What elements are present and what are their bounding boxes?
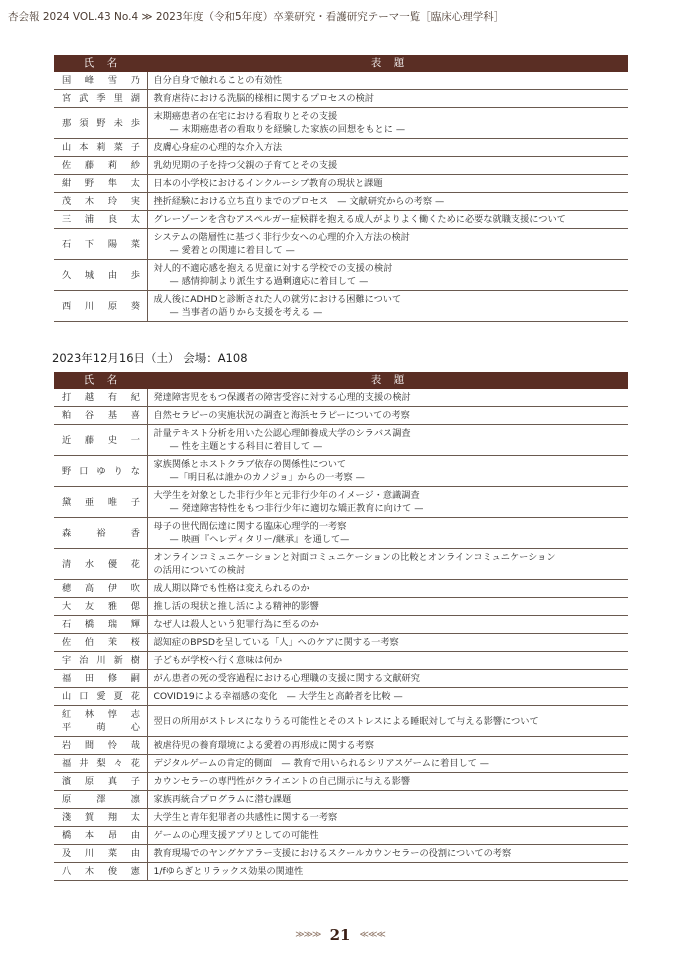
title-line: 成人後にADHDと診断された人の就労における困難について: [153, 294, 402, 305]
title-line: 自然セラピーの実施状況の調査と海浜セラピーについての考察: [153, 410, 410, 421]
title-column-header: 表題: [147, 372, 628, 389]
thesis-title: [147, 487, 628, 518]
thesis-title: [147, 175, 628, 193]
table-row: [54, 809, 628, 827]
title-line: 皮膚心身症の心理的な介入方法: [153, 142, 283, 153]
table-row: [54, 389, 628, 407]
thesis-title: [147, 598, 628, 616]
student-name: 粕谷基喜: [54, 407, 147, 425]
student-name: 打越有紀: [54, 389, 147, 407]
title-line: 自分自身で触れることの有効性: [153, 75, 283, 86]
student-name: 岩間怜哉: [54, 737, 147, 755]
thesis-title: [147, 634, 628, 652]
thesis-title: [147, 737, 628, 755]
table-row: [54, 791, 628, 809]
table-row: [54, 616, 628, 634]
thesis-title: [147, 291, 628, 322]
thesis-title: [147, 389, 628, 407]
session-heading: 2023年12月16日（土） 会場：A108: [52, 351, 248, 365]
table-header-row: [54, 372, 628, 389]
title-line: 翌日の所用がストレスになりうる可能性とそのストレスによる睡眠対して与える影響について: [153, 715, 539, 727]
thesis-title: [147, 706, 628, 737]
title-line: 1/fゆらぎとリラックス効果の関連性: [153, 866, 304, 877]
student-name: 西川原葵: [54, 291, 147, 322]
subtitle-line: の活用についての検討: [153, 565, 246, 576]
thesis-title: [147, 260, 628, 291]
thesis-title: [147, 425, 628, 456]
title-line: 計量テキスト分析を用いた公認心理師養成大学のシラバス調査: [153, 428, 411, 439]
thesis-title: [147, 407, 628, 425]
title-line: 教育現場でのヤングケアラー支援におけるスクールカウンセラーの役割についての考察: [153, 848, 512, 859]
title-line: 乳幼児期の子を持つ父親の子育てとその支援: [153, 160, 338, 171]
student-name: 八木俊憲: [54, 863, 147, 881]
page-number: 21: [329, 925, 351, 944]
table-row: [54, 827, 628, 845]
title-line: オンラインコミュニケーションと対面コミュニケーションの比較とオンラインコミュニケーション: [153, 552, 556, 563]
title-line: グレーゾーンを含むアスペルガー症候群を抱える成人がよりよく働くために必要な就職支援について: [153, 214, 566, 225]
subtitle-line: — 当事者の語りから支援を考える —: [169, 307, 323, 318]
table-row: [54, 90, 628, 108]
table-row: [54, 634, 628, 652]
title-line: なぜ人は殺人という犯罪行為に至るのか: [153, 619, 319, 630]
thesis-title: [147, 518, 628, 549]
theme-table-2: [54, 372, 628, 881]
title-line: デジタルゲームの肯定的側面 — 教育で用いられるシリアスゲームに着目して —: [153, 758, 489, 769]
student-name: 近藤史一: [54, 425, 147, 456]
student-name: 宮武季里湖: [54, 90, 147, 108]
table-row: [54, 755, 628, 773]
table-row: [54, 229, 628, 260]
student-name: 茂木玲実: [54, 193, 147, 211]
subtitle-line: —「明日私は誰かのカノジョ」からの一考察 —: [169, 472, 365, 483]
student-name: 宇治川新樹: [54, 652, 147, 670]
student-name: 橋本昂由: [54, 827, 147, 845]
student-name: 国峰雪乃: [54, 72, 147, 90]
thesis-title: [147, 456, 628, 487]
title-line: 末期癌患者の在宅における看取りとその支援: [153, 111, 338, 122]
student-name: 大友雅偲: [54, 598, 147, 616]
student-name: 佐伯茉桜: [54, 634, 147, 652]
title-line: 推し活の現状と推し活による精神的影響: [153, 601, 319, 612]
title-line: システムの階層性に基づく非行少女への心理的介入方法の検討: [153, 232, 410, 243]
thesis-title: [147, 72, 628, 90]
thesis-title: [147, 616, 628, 634]
student-name: 濱原真子: [54, 773, 147, 791]
table-row: [54, 549, 628, 580]
table-row: [54, 456, 628, 487]
student-name: 石下陽菜: [54, 229, 147, 260]
title-line: 大学生と青年犯罪者の共感性に関する一考察: [153, 812, 338, 823]
student-name: 福井梨々花: [54, 755, 147, 773]
thesis-title: [147, 157, 628, 175]
table-row: [54, 211, 628, 229]
title-column-header: 表題: [147, 55, 628, 72]
table-row: [54, 193, 628, 211]
table-row: [54, 407, 628, 425]
table-row: [54, 72, 628, 90]
title-line: 挫折経験における立ち直りまでのプロセス — 文献研究からの考察 —: [153, 196, 445, 207]
title-line: COVID19による幸福感の変化 — 大学生と高齢者を比較 —: [153, 691, 403, 702]
table-row: [54, 157, 628, 175]
thesis-title: [147, 773, 628, 791]
title-line: がん患者の死の受容過程における心理職の支援に関する文献研究: [153, 673, 420, 684]
thesis-title: [147, 791, 628, 809]
student-name: 森裕香: [54, 518, 147, 549]
table-row: [54, 652, 628, 670]
subtitle-line: — 感情抑制より派生する過剰適応に着目して —: [169, 276, 369, 287]
title-line: 教育虐待における洗脳的様相に関するプロセスの検討: [153, 93, 374, 104]
student-name: 紺野隼太: [54, 175, 147, 193]
thesis-title: [147, 229, 628, 260]
student-name: 黛亜唯子: [54, 487, 147, 518]
thesis-title: [147, 755, 628, 773]
thesis-title: [147, 108, 628, 139]
student-name: 佐藤莉紗: [54, 157, 147, 175]
student-name: 福田修嗣: [54, 670, 147, 688]
table-row: [54, 737, 628, 755]
ornament-left-icon: ≫≫≫: [295, 929, 321, 940]
title-line: 家族関係とホストクラブ依存の関係性について: [153, 459, 347, 470]
title-line: 大学生を対象とした非行少年と元非行少年のイメージ・意識調査: [153, 490, 420, 501]
thesis-title: [147, 193, 628, 211]
title-line: 被虐待児の養育環境による愛着の再形成に関する考察: [153, 740, 374, 751]
subtitle-line: — 末期癌患者の看取りを経験した家族の回想をもとに —: [169, 124, 406, 135]
student-name: 那須野未歩: [54, 108, 147, 139]
table-row: [54, 260, 628, 291]
title-line: 対人的不適応感を抱える児童に対する学校での支援の検討: [153, 263, 393, 274]
title-line: 日本の小学校におけるインクルーシブ教育の現状と課題: [153, 178, 383, 189]
title-line: カウンセラーの専門性がクライエントの自己開示に与える影響: [153, 776, 411, 787]
name-column-header: 氏名: [54, 55, 147, 72]
name-column-header: 氏名: [54, 372, 147, 389]
student-name: 三浦良太: [54, 211, 147, 229]
table-row: [54, 425, 628, 456]
thesis-title: [147, 845, 628, 863]
table-row: [54, 108, 628, 139]
student-name: 石橋瑞輝: [54, 616, 147, 634]
thesis-title: [147, 670, 628, 688]
table-row: [54, 175, 628, 193]
ornament-right-icon: ≪≪≪: [359, 929, 385, 940]
student-name: 久城由歩: [54, 260, 147, 291]
thesis-title: [147, 863, 628, 881]
theme-table-1: [54, 55, 628, 322]
thesis-title: [147, 827, 628, 845]
title-line: 母子の世代間伝達に関する臨床心理学的一考察: [153, 521, 347, 532]
table-row: [54, 291, 628, 322]
running-header: 杏会報 2024 VOL.43 No.4 ≫ 2023年度（令和5年度）卒業研究・看護研究テーマ一覧［臨床心理学科］: [8, 11, 505, 23]
title-line: 発達障害児をもつ保護者の障害受容に対する心理的支援の検討: [153, 392, 411, 403]
table-row: [54, 863, 628, 881]
table-row: [54, 139, 628, 157]
title-line: 成人期以降でも性格は変えられるのか: [153, 583, 310, 594]
subtitle-line: — 性を主題とする科目に着目して —: [169, 441, 323, 452]
table-row: [54, 845, 628, 863]
student-name: 及川菜由: [54, 845, 147, 863]
thesis-title: [147, 549, 628, 580]
table-row: [54, 706, 628, 737]
title-line: ゲームの心理支援アプリとしての可能性: [153, 830, 319, 841]
title-line: 認知症のBPSDを呈している「人」へのケアに関する一考察: [153, 637, 399, 648]
table-row: [54, 670, 628, 688]
thesis-title: [147, 688, 628, 706]
student-name: 山口愛夏花: [54, 688, 147, 706]
table-row: [54, 688, 628, 706]
student-name: 原澤凛: [54, 791, 147, 809]
table-row: [54, 580, 628, 598]
thesis-title: [147, 90, 628, 108]
subtitle-line: — 発達障害特性をもつ非行少年に適切な矯正教育に向けて —: [169, 503, 424, 514]
subtitle-line: — 愛着との関連に着目して —: [169, 245, 295, 256]
subtitle-line: — 映画『ヘレディタリー/継承』を通して—: [169, 534, 350, 545]
page-footer: [0, 924, 680, 944]
table-row: [54, 773, 628, 791]
title-line: 子どもが学校へ行く意味は何か: [153, 655, 283, 666]
student-name: 清水優花: [54, 549, 147, 580]
student-name: 穂高伊吹: [54, 580, 147, 598]
thesis-title: [147, 580, 628, 598]
student-name: 野口ゆりな: [54, 456, 147, 487]
table-row: [54, 598, 628, 616]
student-name: 山本莉菜子: [54, 139, 147, 157]
table-row: [54, 487, 628, 518]
title-line: 家族再統合プログラムに潜む課題: [153, 794, 292, 805]
thesis-title: [147, 809, 628, 827]
table-row: [54, 518, 628, 549]
student-name: 淺賀翔太: [54, 809, 147, 827]
thesis-title: [147, 139, 628, 157]
thesis-title: [147, 652, 628, 670]
thesis-title: [147, 211, 628, 229]
table-header-row: [54, 55, 628, 72]
student-name: 紅林惇志 平萌心: [54, 706, 147, 737]
